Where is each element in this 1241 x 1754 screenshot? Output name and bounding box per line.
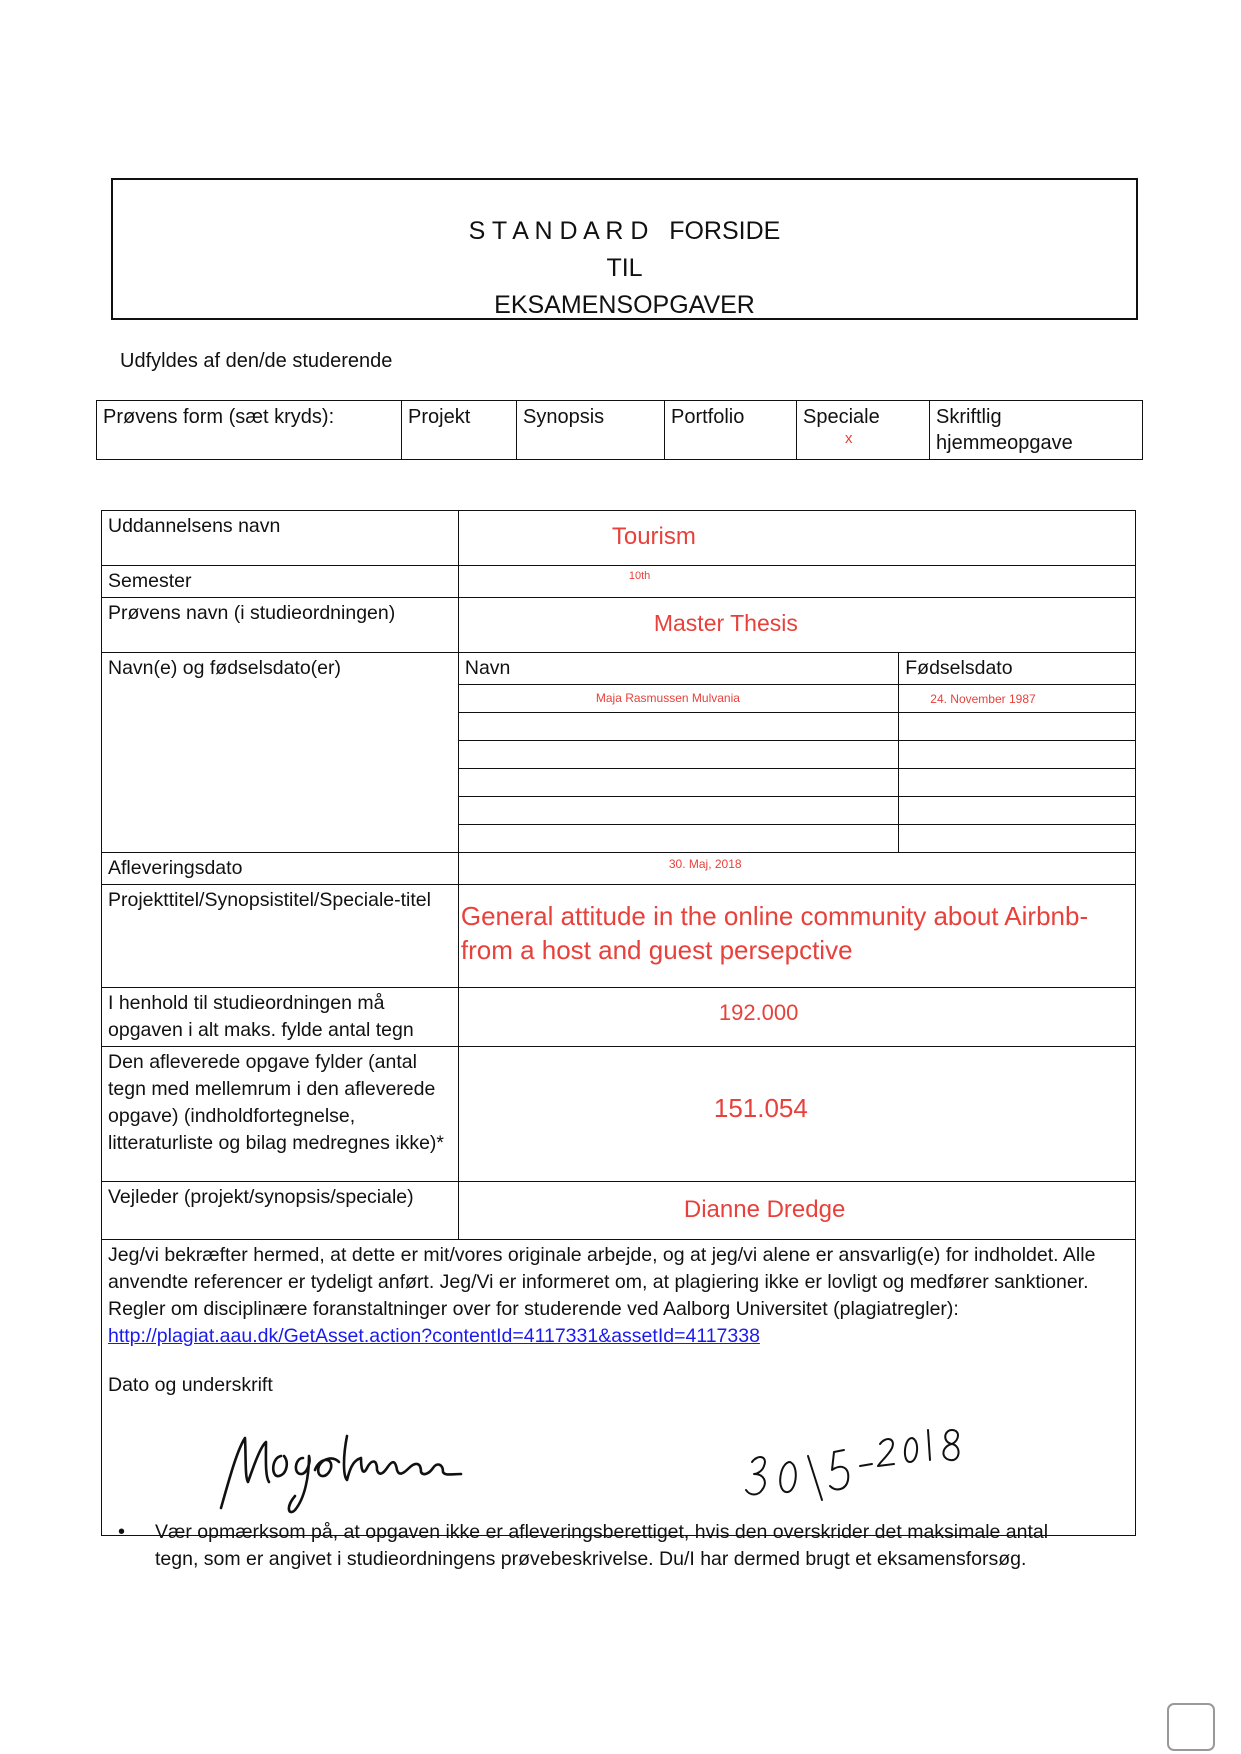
option-synopsis[interactable]: Synopsis — [517, 401, 665, 460]
student-name-2[interactable] — [458, 713, 898, 741]
student-birth-1[interactable]: 24. November 1987 — [899, 685, 1136, 713]
subtitle: Udfyldes af den/de studerende — [120, 350, 393, 372]
student-name-6[interactable] — [458, 825, 898, 853]
student-name-1[interactable]: Maja Rasmussen Mulvania — [458, 685, 898, 713]
student-name-5[interactable] — [458, 797, 898, 825]
option-skriftlig-label: Skriftlig hjemmeopgave — [936, 406, 1073, 454]
education-value[interactable]: Tourism — [458, 511, 1135, 566]
semester-label: Semester — [102, 566, 459, 598]
max-chars-label: I henhold til studieordningen må opgaven i alt maks. fylde antal tegn — [102, 988, 459, 1047]
name-header: Navn — [458, 653, 898, 685]
option-skriftlig[interactable] — [930, 401, 1143, 460]
title-line-1: S T A N D A R D FORSIDE — [468, 217, 781, 245]
student-birth-6[interactable] — [899, 825, 1136, 853]
title-line-3: EKSAMENSOPGAVER — [494, 291, 755, 319]
title-value[interactable]: General attitude in the online community about Airbnb-from a host and guest persepctive — [458, 885, 1135, 988]
exam-info-table — [101, 510, 1136, 1536]
student-birth-2[interactable] — [899, 713, 1136, 741]
exam-name-value[interactable]: Master Thesis — [458, 598, 1135, 653]
exam-form-label: Prøvens form (sæt kryds): — [97, 401, 402, 460]
title-box — [111, 178, 1138, 320]
max-chars-value[interactable]: 192.000 — [458, 988, 1135, 1047]
student-name-4[interactable] — [458, 769, 898, 797]
education-label: Uddannelsens navn — [102, 511, 459, 566]
title-line-2: TIL — [606, 254, 643, 282]
declaration-text: Jeg/vi bekræfter hermed, at dette er mit/vores originale arbejde, og at jeg/vi alene er ansvarlig(e) for indholdet. Alle anvendte referencer er tydeligt anført. Jeg/Vi er informeret om, at plagiering ikke er lovligt og medfører sanktioner. — [108, 1244, 1096, 1293]
plagiarism-rules-link[interactable]: http://plagiat.aau.dk/GetAsset.action?contentId=4117331&assetId=4117338 — [108, 1325, 760, 1347]
option-speciale-label: Speciale — [803, 406, 880, 428]
delivery-label: Afleveringsdato — [102, 853, 459, 885]
birth-header: Fødselsdato — [899, 653, 1136, 685]
title-label: Projekttitel/Synopsistitel/Speciale-titel — [102, 885, 459, 988]
supervisor-label: Vejleder (projekt/synopsis/speciale) — [102, 1182, 459, 1240]
exam-name-label: Prøvens navn (i studieordningen) — [102, 598, 459, 653]
signature-label: Dato og underskrift — [108, 1374, 273, 1396]
actual-chars-value[interactable]: 151.054 — [458, 1047, 1135, 1182]
plagiarism-rules-text: Regler om disciplinære foranstaltninger over for studerende ved Aalborg Universitet (plagiatregler): — [108, 1298, 959, 1320]
student-birth-3[interactable] — [899, 741, 1136, 769]
actual-chars-label: Den afleverede opgave fylder (antal tegn med mellemrum i den afleverede opgave) (indholdfortegnelse, litteraturliste og bilag medregnes ikke)* — [102, 1047, 459, 1182]
option-portfolio[interactable]: Portfolio — [665, 401, 797, 460]
option-projekt[interactable]: Projekt — [402, 401, 517, 460]
supervisor-value[interactable]: Dianne Dredge — [458, 1182, 1135, 1240]
names-label: Navn(e) og fødselsdato(er) — [102, 653, 459, 853]
note-text: Vær opmærksom på, at opgaven ikke er afleveringsberettiget, hvis den overskrider det maksimale antal tegn, som er angivet i studieordningens prøvebeskrivelse. Du/I har dermed brugt et eksamensforsøg. — [155, 1521, 1049, 1570]
exam-form-table — [96, 400, 1143, 460]
student-name-3[interactable] — [458, 741, 898, 769]
option-speciale[interactable] — [797, 401, 930, 460]
delivery-value[interactable]: 30. Maj, 2018 — [458, 853, 1135, 885]
page-corner-box[interactable] — [1167, 1703, 1215, 1751]
speciale-check-mark: x — [845, 430, 853, 447]
signature-image — [215, 1418, 505, 1518]
note-bullet: • — [118, 1521, 126, 1543]
handwritten-date-image — [740, 1400, 970, 1510]
student-birth-4[interactable] — [899, 769, 1136, 797]
student-birth-5[interactable] — [899, 797, 1136, 825]
semester-value[interactable]: 10th — [458, 566, 1135, 598]
